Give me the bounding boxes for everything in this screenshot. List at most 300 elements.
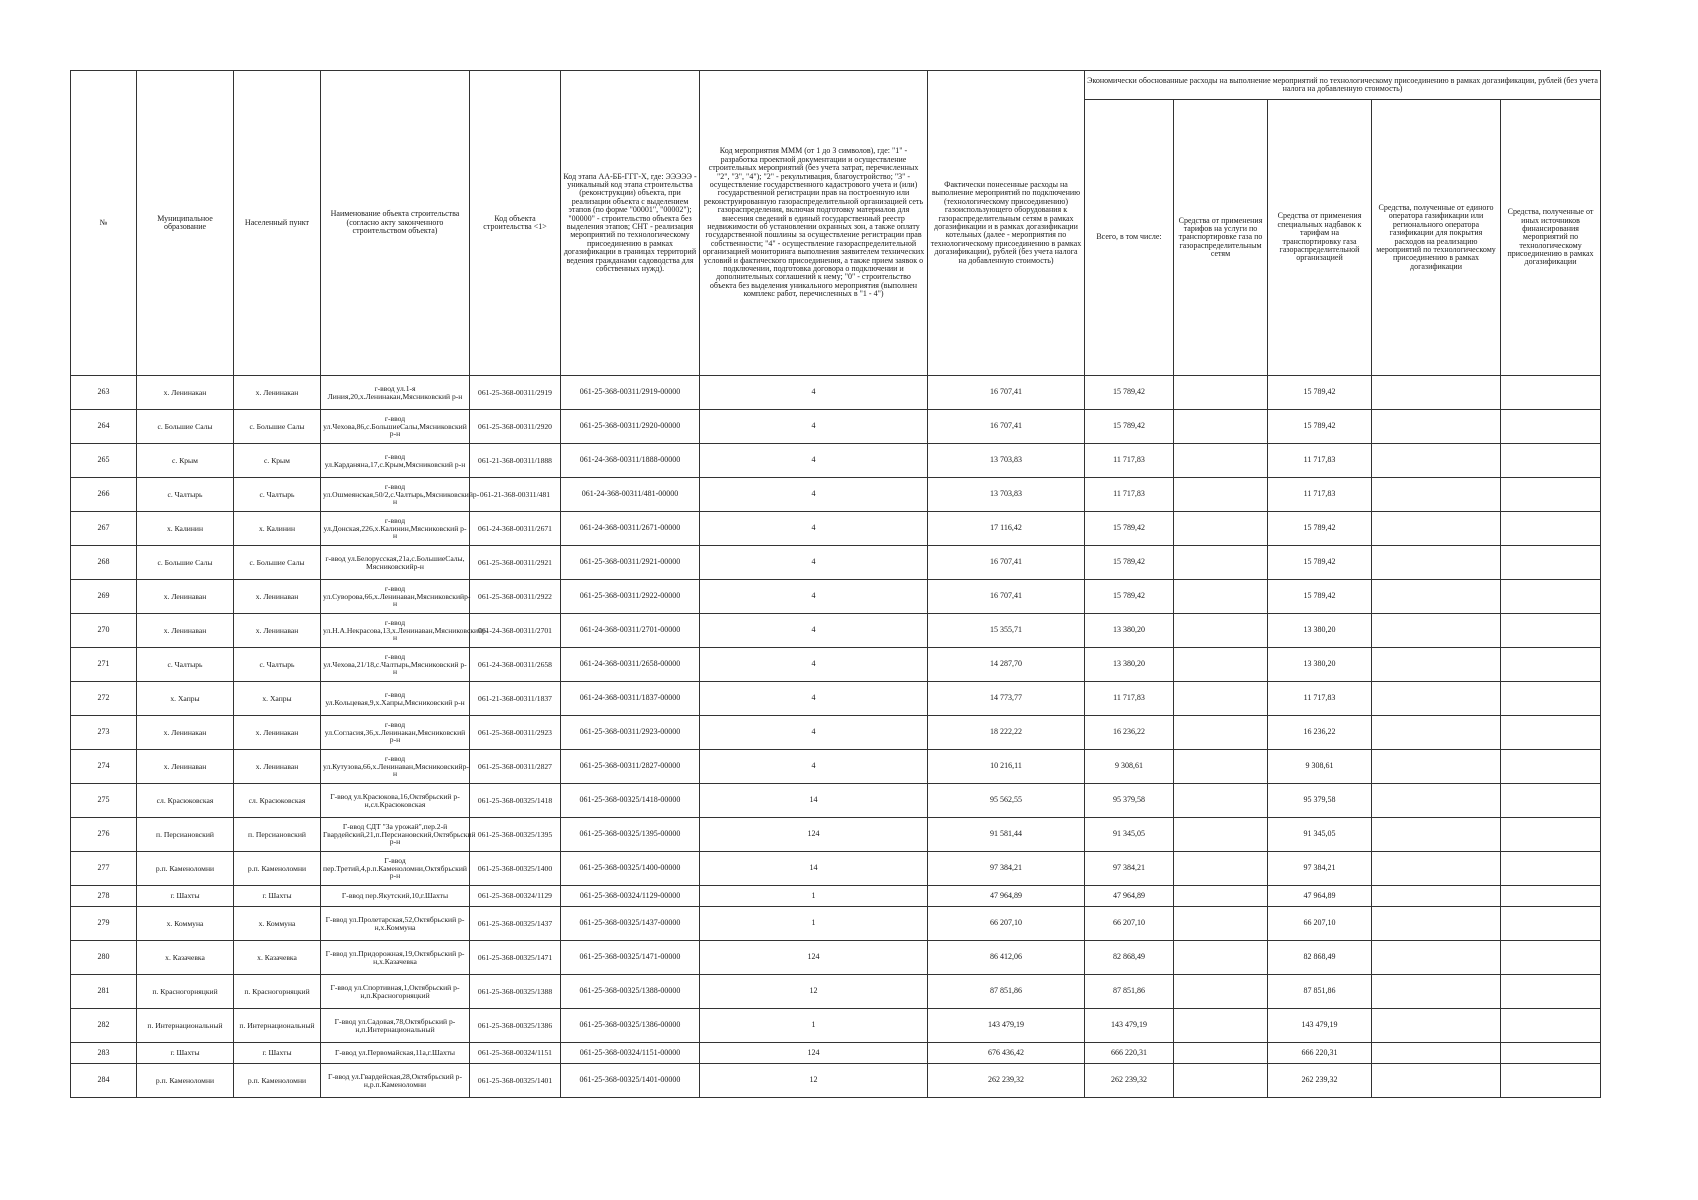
cell-stage-code: 061-25-368-00311/2922-00000	[561, 580, 700, 614]
cell-stage-code: 061-25-368-00324/1151-00000	[561, 1043, 700, 1064]
cell-tariffs	[1174, 907, 1268, 941]
cell-object-code: 061-24-368-00311/2658	[470, 648, 561, 682]
cell-no: 274	[71, 750, 137, 784]
cell-object-name: г-ввод ул.Согласия,36,х.Ленинакан,Мясниковский р-н	[321, 716, 470, 750]
cell-event-code: 124	[700, 1043, 928, 1064]
cell-tariffs	[1174, 716, 1268, 750]
cell-tariffs	[1174, 1064, 1268, 1098]
cell-no: 278	[71, 886, 137, 907]
cell-operator-funds	[1372, 716, 1501, 750]
header-operator-funds: Средства, полученные от единого оператора газификации или регионального оператора газификации для покрытия расходов на реализацию мероприятий по технологическому присоединению в рамках догазификации	[1372, 100, 1501, 376]
cell-municipality: х. Ленинаван	[137, 750, 234, 784]
cell-no: 265	[71, 444, 137, 478]
data-table	[70, 70, 1601, 1098]
cell-object-name: г-ввод ул.Суворова,66,х.Ленинаван,Мясниковскийр-н	[321, 580, 470, 614]
cell-object-name: г-ввод ул.1-я Линия,20,х.Ленинакан,Мясниковский р-н	[321, 376, 470, 410]
cell-operator-funds	[1372, 478, 1501, 512]
cell-total: 11 717,83	[1085, 478, 1174, 512]
cell-tariffs	[1174, 784, 1268, 818]
cell-settlement: сл. Красюковская	[234, 784, 321, 818]
table-row	[71, 546, 1601, 580]
cell-no: 271	[71, 648, 137, 682]
cell-surcharges: 87 851,86	[1268, 975, 1372, 1009]
cell-other-funds	[1501, 1064, 1601, 1098]
cell-actual-costs: 91 581,44	[928, 818, 1085, 852]
cell-operator-funds	[1372, 614, 1501, 648]
cell-operator-funds	[1372, 886, 1501, 907]
cell-other-funds	[1501, 907, 1601, 941]
table-row	[71, 975, 1601, 1009]
cell-total: 97 384,21	[1085, 852, 1174, 886]
cell-operator-funds	[1372, 1009, 1501, 1043]
header-settlement: Населенный пункт	[234, 71, 321, 376]
table-row	[71, 512, 1601, 546]
cell-object-code: 061-25-368-00311/2923	[470, 716, 561, 750]
cell-event-code: 4	[700, 376, 928, 410]
cell-tariffs	[1174, 1009, 1268, 1043]
cell-no: 276	[71, 818, 137, 852]
cell-operator-funds	[1372, 512, 1501, 546]
cell-object-name: Г-ввод ул.Первомайская,11а,г.Шахты	[321, 1043, 470, 1064]
cell-no: 277	[71, 852, 137, 886]
cell-actual-costs: 676 436,42	[928, 1043, 1085, 1064]
cell-no: 270	[71, 614, 137, 648]
cell-total: 262 239,32	[1085, 1064, 1174, 1098]
cell-tariffs	[1174, 886, 1268, 907]
cell-actual-costs: 262 239,32	[928, 1064, 1085, 1098]
table-row	[71, 750, 1601, 784]
cell-tariffs	[1174, 478, 1268, 512]
cell-total: 47 964,89	[1085, 886, 1174, 907]
cell-surcharges: 11 717,83	[1268, 478, 1372, 512]
cell-total: 15 789,42	[1085, 580, 1174, 614]
cell-settlement: х. Коммуна	[234, 907, 321, 941]
cell-object-name: Г-ввод ул.Садовая,78,Октябрьский р-н,п.Интернациональный	[321, 1009, 470, 1043]
cell-object-code: 061-25-368-00311/2921	[470, 546, 561, 580]
cell-operator-funds	[1372, 1064, 1501, 1098]
cell-municipality: п. Красногорняцкий	[137, 975, 234, 1009]
cell-surcharges: 15 789,42	[1268, 546, 1372, 580]
cell-settlement: с. Большие Салы	[234, 410, 321, 444]
cell-municipality: р.п. Каменоломни	[137, 1064, 234, 1098]
cell-municipality: х. Коммуна	[137, 907, 234, 941]
cell-settlement: х. Казачевка	[234, 941, 321, 975]
cell-surcharges: 15 789,42	[1268, 410, 1372, 444]
table-row	[71, 376, 1601, 410]
cell-stage-code: 061-25-368-00311/2921-00000	[561, 546, 700, 580]
cell-total: 11 717,83	[1085, 682, 1174, 716]
cell-object-code: 061-25-368-00325/1418	[470, 784, 561, 818]
cell-object-code: 061-21-368-00311/1837	[470, 682, 561, 716]
cell-no: 264	[71, 410, 137, 444]
cell-no: 263	[71, 376, 137, 410]
header-object-name: Наименование объекта строительства (согласно акту законченного строительством объекта)	[321, 71, 470, 376]
cell-no: 282	[71, 1009, 137, 1043]
cell-event-code: 12	[700, 1064, 928, 1098]
cell-settlement: с. Чалтырь	[234, 648, 321, 682]
cell-object-code: 061-25-368-00311/2919	[470, 376, 561, 410]
cell-actual-costs: 16 707,41	[928, 546, 1085, 580]
cell-actual-costs: 87 851,86	[928, 975, 1085, 1009]
cell-other-funds	[1501, 886, 1601, 907]
cell-settlement: х. Ленинаван	[234, 614, 321, 648]
table-row	[71, 784, 1601, 818]
cell-tariffs	[1174, 410, 1268, 444]
table-row	[71, 818, 1601, 852]
cell-object-code: 061-21-368-00311/1888	[470, 444, 561, 478]
cell-no: 280	[71, 941, 137, 975]
cell-municipality: с. Чалтырь	[137, 478, 234, 512]
cell-actual-costs: 16 707,41	[928, 580, 1085, 614]
cell-total: 15 789,42	[1085, 376, 1174, 410]
cell-municipality: х. Хапры	[137, 682, 234, 716]
cell-actual-costs: 13 703,83	[928, 444, 1085, 478]
cell-municipality: п. Интернациональный	[137, 1009, 234, 1043]
cell-other-funds	[1501, 941, 1601, 975]
cell-tariffs	[1174, 546, 1268, 580]
cell-object-code: 061-24-368-00311/2671	[470, 512, 561, 546]
cell-no: 283	[71, 1043, 137, 1064]
cell-total: 15 789,42	[1085, 512, 1174, 546]
cell-event-code: 4	[700, 478, 928, 512]
cell-other-funds	[1501, 784, 1601, 818]
cell-surcharges: 15 789,42	[1268, 512, 1372, 546]
cell-municipality: х. Казачевка	[137, 941, 234, 975]
cell-operator-funds	[1372, 975, 1501, 1009]
cell-other-funds	[1501, 1043, 1601, 1064]
cell-operator-funds	[1372, 682, 1501, 716]
cell-total: 666 220,31	[1085, 1043, 1174, 1064]
cell-total: 11 717,83	[1085, 444, 1174, 478]
cell-stage-code: 061-25-368-00325/1418-00000	[561, 784, 700, 818]
header-event-code: Код мероприятия МММ (от 1 до 3 символов), где: "1" - разработка проектной документации и осуществление строительных мероприятий (без учета затрат, перечисленных "2", "3", "4"); "2" - рекультивация, благоустройство; "3" - осуществление государственного кадастрового учета и (или) государственной регистрации прав на построенную или реконструированную газораспределительной организацией сеть газораспределения, включая подготовку материалов для внесения сведений в единый государственный реестр недвижимости об установлении охранных зон, а также оплату государственной пошлины за осуществление регистрации прав собственности; "4" - осуществление газораспределительной организацией мониторинга выполнения заявителем технических условий и фактического присоединения, а также прием заявок о подключении, подготовка договора о подключении и дополнительных соглашений к нему; "0" - строительство объекта без выделения уникального мероприятия (выполнен комплекс работ, перечисленных в "1 - 4")	[700, 71, 928, 376]
cell-actual-costs: 14 287,70	[928, 648, 1085, 682]
cell-surcharges: 11 717,83	[1268, 444, 1372, 478]
cell-surcharges: 143 479,19	[1268, 1009, 1372, 1043]
header-municipality: Муниципальное образование	[137, 71, 234, 376]
cell-tariffs	[1174, 975, 1268, 1009]
table-row	[71, 682, 1601, 716]
cell-event-code: 4	[700, 614, 928, 648]
cell-actual-costs: 15 355,71	[928, 614, 1085, 648]
cell-operator-funds	[1372, 750, 1501, 784]
header-stage-code: Код этапа АА-ББ-ГГГ-Х, где: ЭЭЭЭЭ - уникальный код этапа строительства (реконструкции) объекта, при реализации объекта с выделением этапов (по форме "00001", "00002"); "00000" - строительство объекта без выделения этапов; СНТ - реализация мероприятий по технологическому присоединению в рамках догазификации в границах территорий ведения гражданами садоводства для собственных нужд).	[561, 71, 700, 376]
header-surcharges: Средства от применения специальных надбавок к тарифам на транспортировку газа газораспределительной организацией	[1268, 100, 1372, 376]
cell-object-name: г-ввод ул.Ошмеянская,50/2,с.Чалтырь,Мясниковскийр-н	[321, 478, 470, 512]
cell-object-name: Г-ввод ул.Красюкова,16,Октябрьский р-н,сл.Красюковская	[321, 784, 470, 818]
cell-settlement: п. Интернациональный	[234, 1009, 321, 1043]
cell-other-funds	[1501, 478, 1601, 512]
cell-surcharges: 9 308,61	[1268, 750, 1372, 784]
cell-object-code: 061-25-368-00325/1395	[470, 818, 561, 852]
cell-object-code: 061-25-368-00324/1129	[470, 886, 561, 907]
cell-stage-code: 061-25-368-00311/2923-00000	[561, 716, 700, 750]
cell-object-code: 061-25-368-00325/1437	[470, 907, 561, 941]
table-row	[71, 1009, 1601, 1043]
cell-actual-costs: 14 773,77	[928, 682, 1085, 716]
cell-settlement: п. Персиановский	[234, 818, 321, 852]
cell-total: 87 851,86	[1085, 975, 1174, 1009]
cell-object-code: 061-25-368-00311/2920	[470, 410, 561, 444]
cell-surcharges: 91 345,05	[1268, 818, 1372, 852]
cell-operator-funds	[1372, 410, 1501, 444]
cell-event-code: 4	[700, 410, 928, 444]
cell-tariffs	[1174, 512, 1268, 546]
cell-actual-costs: 16 707,41	[928, 376, 1085, 410]
cell-municipality: х. Калинин	[137, 512, 234, 546]
cell-object-name: Г-ввод ул.Гвардейская,28,Октябрьский р-н,р.п.Каменоломни	[321, 1064, 470, 1098]
cell-other-funds	[1501, 376, 1601, 410]
cell-no: 267	[71, 512, 137, 546]
cell-operator-funds	[1372, 852, 1501, 886]
cell-event-code: 4	[700, 682, 928, 716]
cell-operator-funds	[1372, 818, 1501, 852]
cell-total: 82 868,49	[1085, 941, 1174, 975]
cell-surcharges: 13 380,20	[1268, 648, 1372, 682]
table-body	[71, 376, 1601, 1098]
cell-settlement: с. Чалтырь	[234, 478, 321, 512]
header-total: Всего, в том числе:	[1085, 100, 1174, 376]
cell-municipality: с. Большие Салы	[137, 410, 234, 444]
cell-tariffs	[1174, 1043, 1268, 1064]
cell-no: 275	[71, 784, 137, 818]
cell-event-code: 4	[700, 546, 928, 580]
cell-settlement: с. Крым	[234, 444, 321, 478]
cell-municipality: с. Крым	[137, 444, 234, 478]
cell-other-funds	[1501, 444, 1601, 478]
cell-tariffs	[1174, 444, 1268, 478]
cell-event-code: 4	[700, 750, 928, 784]
cell-event-code: 124	[700, 818, 928, 852]
cell-actual-costs: 47 964,89	[928, 886, 1085, 907]
cell-object-name: г-ввод ул.Карданяна,17,с.Крым,Мясниковский р-н	[321, 444, 470, 478]
header-other-funds: Средства, полученные от иных источников финансирования мероприятий по технологическому присоединению в рамках догазификации	[1501, 100, 1601, 376]
cell-tariffs	[1174, 818, 1268, 852]
cell-total: 95 379,58	[1085, 784, 1174, 818]
cell-actual-costs: 95 562,55	[928, 784, 1085, 818]
cell-municipality: х. Ленинакан	[137, 716, 234, 750]
cell-settlement: х. Ленинакан	[234, 716, 321, 750]
cell-event-code: 12	[700, 975, 928, 1009]
table-row	[71, 907, 1601, 941]
cell-actual-costs: 66 207,10	[928, 907, 1085, 941]
cell-no: 281	[71, 975, 137, 1009]
cell-no: 266	[71, 478, 137, 512]
cell-actual-costs: 16 707,41	[928, 410, 1085, 444]
cell-object-name: Г-ввод ул.Спортивная,1,Октябрьский р-н,п.Красногорняцкий	[321, 975, 470, 1009]
cell-no: 272	[71, 682, 137, 716]
table-row	[71, 648, 1601, 682]
cell-other-funds	[1501, 818, 1601, 852]
cell-stage-code: 061-25-368-00311/2920-00000	[561, 410, 700, 444]
cell-settlement: г. Шахты	[234, 886, 321, 907]
cell-object-code: 061-25-368-00325/1471	[470, 941, 561, 975]
cell-event-code: 1	[700, 886, 928, 907]
cell-no: 269	[71, 580, 137, 614]
cell-surcharges: 11 717,83	[1268, 682, 1372, 716]
cell-stage-code: 061-25-368-00325/1401-00000	[561, 1064, 700, 1098]
cell-other-funds	[1501, 1009, 1601, 1043]
cell-surcharges: 95 379,58	[1268, 784, 1372, 818]
cell-total: 13 380,20	[1085, 648, 1174, 682]
cell-settlement: с. Большие Салы	[234, 546, 321, 580]
cell-other-funds	[1501, 682, 1601, 716]
cell-other-funds	[1501, 614, 1601, 648]
table-row	[71, 1043, 1601, 1064]
cell-total: 143 479,19	[1085, 1009, 1174, 1043]
cell-actual-costs: 13 703,83	[928, 478, 1085, 512]
cell-operator-funds	[1372, 907, 1501, 941]
cell-other-funds	[1501, 975, 1601, 1009]
cell-object-name: Г-ввод СДТ "За урожай",пер.2-й Гвардейский,21,п.Персиановский,Октябрьский р-н	[321, 818, 470, 852]
cell-stage-code: 061-24-368-00311/2658-00000	[561, 648, 700, 682]
cell-municipality: п. Персиановский	[137, 818, 234, 852]
cell-object-name: Г-ввод ул.Пролетарская,52,Октябрьский р-н,х.Коммуна	[321, 907, 470, 941]
cell-surcharges: 262 239,32	[1268, 1064, 1372, 1098]
cell-stage-code: 061-25-368-00325/1471-00000	[561, 941, 700, 975]
cell-object-code: 061-24-368-00311/2701	[470, 614, 561, 648]
cell-surcharges: 15 789,42	[1268, 580, 1372, 614]
table-header	[71, 71, 1601, 376]
cell-event-code: 4	[700, 512, 928, 546]
cell-event-code: 4	[700, 580, 928, 614]
cell-operator-funds	[1372, 1043, 1501, 1064]
cell-operator-funds	[1372, 784, 1501, 818]
cell-operator-funds	[1372, 376, 1501, 410]
cell-surcharges: 13 380,20	[1268, 614, 1372, 648]
table-row	[71, 1064, 1601, 1098]
cell-tariffs	[1174, 648, 1268, 682]
cell-tariffs	[1174, 376, 1268, 410]
cell-tariffs	[1174, 941, 1268, 975]
cell-no: 273	[71, 716, 137, 750]
cell-event-code: 14	[700, 784, 928, 818]
cell-surcharges: 97 384,21	[1268, 852, 1372, 886]
cell-no: 268	[71, 546, 137, 580]
table-row	[71, 852, 1601, 886]
cell-object-code: 061-25-368-00324/1151	[470, 1043, 561, 1064]
cell-object-code: 061-25-368-00311/2922	[470, 580, 561, 614]
table-row	[71, 478, 1601, 512]
table-row	[71, 614, 1601, 648]
cell-stage-code: 061-25-368-00325/1437-00000	[561, 907, 700, 941]
cell-total: 15 789,42	[1085, 410, 1174, 444]
cell-event-code: 124	[700, 941, 928, 975]
cell-settlement: х. Ленинаван	[234, 750, 321, 784]
cell-settlement: х. Ленинакан	[234, 376, 321, 410]
cell-event-code: 4	[700, 444, 928, 478]
cell-object-name: Г-ввод пер.Якутский,10,г.Шахты	[321, 886, 470, 907]
cell-surcharges: 82 868,49	[1268, 941, 1372, 975]
cell-other-funds	[1501, 580, 1601, 614]
cell-stage-code: 061-25-368-00325/1386-00000	[561, 1009, 700, 1043]
cell-actual-costs: 143 479,19	[928, 1009, 1085, 1043]
cell-stage-code: 061-24-368-00311/481-00000	[561, 478, 700, 512]
cell-other-funds	[1501, 648, 1601, 682]
cell-stage-code: 061-24-368-00311/1837-00000	[561, 682, 700, 716]
table-row	[71, 580, 1601, 614]
table-row	[71, 886, 1601, 907]
cell-settlement: х. Хапры	[234, 682, 321, 716]
cell-operator-funds	[1372, 546, 1501, 580]
cell-surcharges: 16 236,22	[1268, 716, 1372, 750]
cell-stage-code: 061-25-368-00311/2919-00000	[561, 376, 700, 410]
table-row	[71, 410, 1601, 444]
cell-tariffs	[1174, 614, 1268, 648]
cell-tariffs	[1174, 682, 1268, 716]
cell-settlement: р.п. Каменоломни	[234, 852, 321, 886]
cell-operator-funds	[1372, 941, 1501, 975]
cell-object-code: 061-25-368-00325/1388	[470, 975, 561, 1009]
cell-event-code: 14	[700, 852, 928, 886]
cell-total: 66 207,10	[1085, 907, 1174, 941]
cell-stage-code: 061-24-368-00311/2701-00000	[561, 614, 700, 648]
table-row	[71, 444, 1601, 478]
header-tariffs: Средства от применения тарифов на услуги по транспортировке газа по газораспределительным сетям	[1174, 100, 1268, 376]
cell-stage-code: 061-25-368-00325/1400-00000	[561, 852, 700, 886]
cell-object-code: 061-25-368-00325/1386	[470, 1009, 561, 1043]
cell-municipality: с. Большие Салы	[137, 546, 234, 580]
cell-operator-funds	[1372, 648, 1501, 682]
cell-settlement: х. Ленинаван	[234, 580, 321, 614]
cell-object-name: Г-ввод ул.Придорожная,19,Октябрьский р-н,х.Казачевка	[321, 941, 470, 975]
cell-municipality: х. Ленинаван	[137, 580, 234, 614]
cell-municipality: сл. Красюковская	[137, 784, 234, 818]
cell-settlement: п. Красногорняцкий	[234, 975, 321, 1009]
cell-surcharges: 66 207,10	[1268, 907, 1372, 941]
cell-surcharges: 47 964,89	[1268, 886, 1372, 907]
header-object-code: Код объекта строительства <1>	[470, 71, 561, 376]
cell-total: 15 789,42	[1085, 546, 1174, 580]
cell-settlement: х. Калинин	[234, 512, 321, 546]
cell-event-code: 1	[700, 1009, 928, 1043]
cell-stage-code: 061-24-368-00311/2671-00000	[561, 512, 700, 546]
cell-operator-funds	[1372, 580, 1501, 614]
cell-event-code: 1	[700, 907, 928, 941]
cell-tariffs	[1174, 852, 1268, 886]
cell-object-name: г-ввод ул.Кутузова,66,х.Ленинаван,Мясниковскийр-н	[321, 750, 470, 784]
header-group-justified-costs: Экономически обоснованные расходы на выполнение мероприятий по технологическому присоединению в рамках догазификации, рублей (без учета налога на добавленную стоимость)	[1085, 71, 1601, 100]
cell-actual-costs: 18 222,22	[928, 716, 1085, 750]
cell-object-name: г-ввод ул.Чехова,86,с.БольшиеСалы,Мясниковский р-н	[321, 410, 470, 444]
cell-stage-code: 061-24-368-00311/1888-00000	[561, 444, 700, 478]
cell-other-funds	[1501, 716, 1601, 750]
cell-object-name: г-ввод ул.Н.А.Некрасова,13,х.Ленинаван,Мясниковскийр-н	[321, 614, 470, 648]
cell-other-funds	[1501, 750, 1601, 784]
cell-stage-code: 061-25-368-00324/1129-00000	[561, 886, 700, 907]
cell-tariffs	[1174, 580, 1268, 614]
cell-actual-costs: 86 412,06	[928, 941, 1085, 975]
cell-object-code: 061-25-368-00325/1401	[470, 1064, 561, 1098]
cell-surcharges: 666 220,31	[1268, 1043, 1372, 1064]
cell-other-funds	[1501, 410, 1601, 444]
cell-settlement: г. Шахты	[234, 1043, 321, 1064]
cell-total: 16 236,22	[1085, 716, 1174, 750]
header-actual-costs: Фактически понесенные расходы на выполнение мероприятий по подключению (технологическому присоединению) газоиспользующего оборудования к газораспределительным сетям в рамках догазификации и в рамках догазификации котельных (далее - мероприятия по технологическому присоединению в рамках догазификации), рублей (без учета налога на добавленную стоимость)	[928, 71, 1085, 376]
cell-event-code: 4	[700, 648, 928, 682]
cell-object-name: г-ввод ул.Кольцевая,9,х.Хапры,Мясниковский р-н	[321, 682, 470, 716]
cell-total: 13 380,20	[1085, 614, 1174, 648]
cell-municipality: р.п. Каменоломни	[137, 852, 234, 886]
cell-actual-costs: 17 116,42	[928, 512, 1085, 546]
cell-municipality: х. Ленинакан	[137, 376, 234, 410]
cell-stage-code: 061-25-368-00311/2827-00000	[561, 750, 700, 784]
cell-no: 279	[71, 907, 137, 941]
cell-object-code: 061-25-368-00325/1400	[470, 852, 561, 886]
cell-object-code: 061-21-368-00311/481	[470, 478, 561, 512]
cell-other-funds	[1501, 546, 1601, 580]
cell-settlement: р.п. Каменоломни	[234, 1064, 321, 1098]
